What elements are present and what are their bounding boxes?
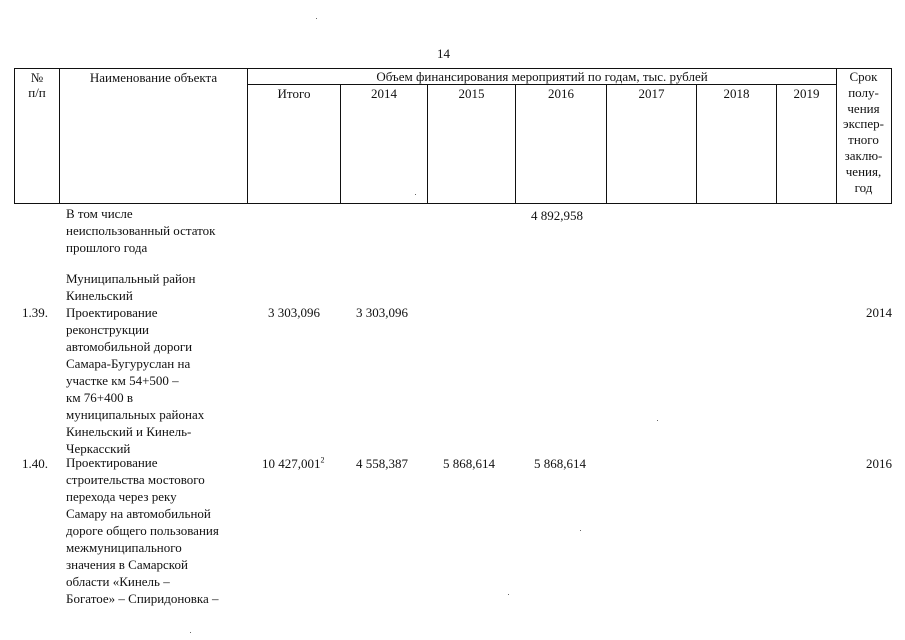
row-name: Муниципальный район Кинельский Проектирование реконструкции автомобильной дороги Самара-Бугуруслан на участке км 54+500 – км 76+400 в муниципальных районах Кинельский и Кинель- Черкасский — [66, 271, 205, 456]
scan-speck — [190, 632, 191, 633]
row-value-2016: 5 868,614 — [534, 456, 586, 471]
vline-right — [891, 68, 892, 204]
row-value-2014: 3 303,096 — [356, 305, 408, 320]
row-total: 3 303,096 — [268, 305, 320, 320]
vline-after-2017 — [696, 84, 697, 204]
vline-after-total — [340, 84, 341, 204]
header-year-2016: 2016 — [548, 86, 574, 101]
page-number: 14 — [437, 46, 450, 61]
header-funding: Объем финансирования мероприятий по годам, тыс. рублей — [376, 69, 708, 84]
row-name: Проектирование строительства мостового перехода через реку Самару на автомобильной дороге общего пользования межмуниципального значения в Самарской области «Кинель – Богатое» – Спиридоновка – — [66, 455, 219, 606]
row-year: 2016 — [866, 456, 892, 471]
header-srok: Срок полу- чения экспер- тного заклю- чения, год — [843, 69, 884, 195]
row-year: 2014 — [866, 305, 892, 320]
header-total: Итого — [277, 86, 311, 101]
scan-speck — [657, 420, 658, 421]
header-year-2018: 2018 — [723, 86, 750, 101]
row-number: 1.40. — [22, 456, 48, 471]
header-no-line2: п/п — [28, 85, 46, 100]
scan-speck — [508, 594, 509, 595]
vline-after-no — [59, 68, 60, 204]
vline-after-2014 — [427, 84, 428, 204]
vline-after-2015 — [515, 84, 516, 204]
row-total — [262, 456, 325, 471]
vline-after-2016 — [606, 84, 607, 204]
row-value-2016: 4 892,958 — [531, 208, 583, 223]
row-total-footnote: 2 — [320, 455, 325, 465]
row-value-2015: 5 868,614 — [443, 456, 495, 471]
header-name: Наименование объекта — [89, 70, 218, 85]
row-number: 1.39. — [22, 305, 48, 320]
header-bottom-border — [14, 203, 892, 204]
scan-speck — [415, 194, 416, 195]
vline-after-2018 — [776, 84, 777, 204]
header-year-2019: 2019 — [793, 86, 820, 101]
header-year-2017: 2017 — [638, 86, 665, 101]
row-name: В том числе неиспользованный остаток прошлого года — [66, 206, 216, 255]
header-no-line1: № — [30, 70, 44, 85]
scan-speck — [580, 530, 581, 531]
row-value-2014: 4 558,387 — [356, 456, 408, 471]
scan-speck — [316, 18, 317, 19]
funding-subheader-border — [247, 84, 836, 85]
header-year-2015: 2015 — [458, 86, 485, 101]
header-year-2014: 2014 — [371, 86, 397, 101]
row-total-value: 10 427,001 — [262, 456, 321, 471]
